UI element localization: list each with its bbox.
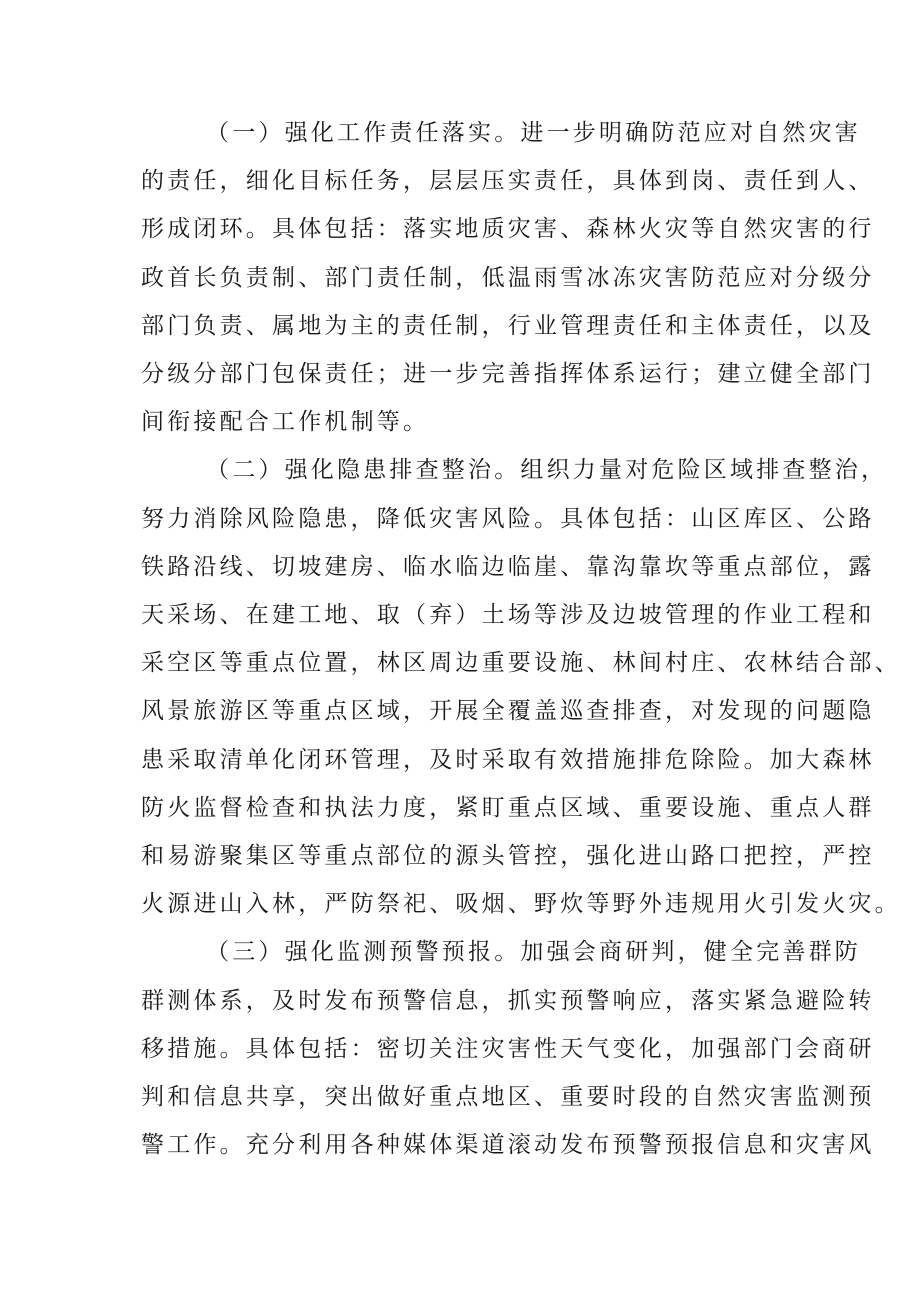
text-line: （二）强化隐患排查整治。组织力量对危险区域排查整治， xyxy=(206,457,888,484)
text-line: 间衔接配合工作机制等。 xyxy=(141,409,430,436)
text-line: 分级分部门包保责任；进一步完善指挥体系运行；建立健全部门 xyxy=(141,361,875,388)
text-line: 和易游聚集区等重点部位的源头管控，强化进山路口把控，严控 xyxy=(141,843,875,870)
text-line: 铁路沿线、切坡建房、临水临边临崖、靠沟靠坎等重点部位，露 xyxy=(141,553,875,580)
text-line: （一）强化工作责任落实。进一步明确防范应对自然灾害 xyxy=(206,120,861,146)
text-line: 部门负责、属地为主的责任制，行业管理责任和主体责任，以及 xyxy=(141,312,875,339)
text-line: 努力消除风险隐患，降低灾害风险。具体包括：山区库区、公路 xyxy=(141,505,875,532)
text-line: 形成闭环。具体包括：落实地质灾害、森林火灾等自然灾害的行 xyxy=(141,216,875,243)
text-line: 采空区等重点位置，林区周边重要设施、林间村庄、农林结合部、 xyxy=(141,650,901,677)
text-line: 警工作。充分利用各种媒体渠道滚动发布预警预报信息和灾害风 xyxy=(141,1132,875,1159)
text-line: 火源进山入林，严防祭祀、吸烟、野炊等野外违规用火引发火灾。 xyxy=(141,891,901,918)
text-line: 防火监督检查和执法力度，紧盯重点区域、重要设施、重点人群 xyxy=(141,794,875,821)
text-line: 风景旅游区等重点区域，开展全覆盖巡查排查，对发现的问题隐 xyxy=(141,698,875,725)
text-line: 群测体系，及时发布预警信息，抓实预警响应，落实紧急避险转 xyxy=(141,987,875,1014)
text-line: 政首长负责制、部门责任制，低温雨雪冰冻灾害防范应对分级分 xyxy=(141,264,875,291)
text-line: 的责任，细化目标任务，层层压实责任，具体到岗、责任到人、 xyxy=(141,168,875,195)
text-line: 天采场、在建工地、取（弃）土场等涉及边坡管理的作业工程和 xyxy=(141,602,875,629)
text-line: 判和信息共享，突出做好重点地区、重要时段的自然灾害监测预 xyxy=(141,1084,875,1111)
paragraph-3-monitoring-warning xyxy=(141,928,875,1169)
paragraph-1-work-responsibility xyxy=(141,109,875,446)
text-line: 患采取清单化闭环管理，及时采取有效措施排危除险。加大森林 xyxy=(141,746,875,773)
document-body xyxy=(141,109,901,1169)
paragraph-2-hazard-inspection xyxy=(141,446,901,928)
text-line: 移措施。具体包括：密切关注灾害性天气变化，加强部门会商研 xyxy=(141,1035,875,1062)
text-line: （三）强化监测预警预报。加强会商研判，健全完善群防 xyxy=(206,939,861,966)
